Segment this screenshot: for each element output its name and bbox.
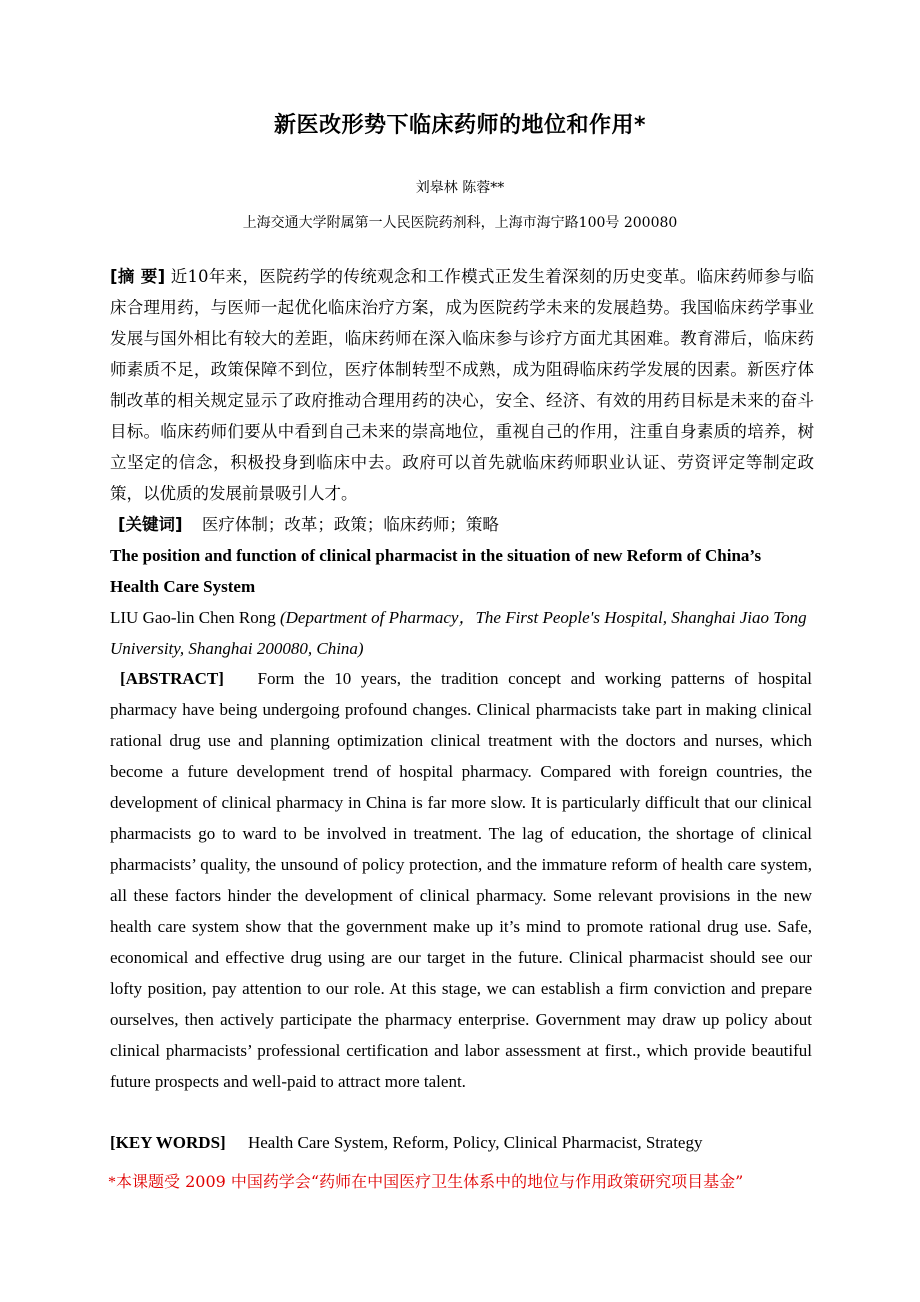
english-keywords-label: [KEY WORDS] [110, 1133, 226, 1152]
english-affiliation: (Department of Pharmacy，The First People's Hospital, Shanghai Jiao Tong University, Shanghai 200080, China) [110, 608, 807, 658]
english-keywords [110, 1127, 812, 1158]
author-line: 刘皋林 陈蓉** [415, 180, 505, 196]
english-abstract-label: [ABSTRACT] [120, 669, 224, 688]
paper-title: 新医改形势下临床药师的地位和作用* [273, 113, 646, 138]
english-title: The position and function of clinical pharmacist in the situation of new Reform of China’s Health Care System [110, 546, 762, 596]
english-author-line [110, 602, 812, 664]
english-author-names: LIU Gao-lin Chen Rong [110, 608, 280, 627]
english-abstract [110, 663, 812, 1097]
footnote-text: 本课题受 2009 中国药学会“药师在中国医疗卫生体系中的地位与作用政策研究项目基金” [116, 1172, 744, 1191]
affiliation-line: 上海交通大学附属第一人民医院药剂科，上海市海宁路100号 200080 [242, 215, 678, 231]
chinese-abstract-text: 近10年来，医院药学的传统观念和工作模式正发生着深刻的历史变革。临床药师参与临床合理用药，与医师一起优化临床治疗方案，成为医院药学未来的发展趋势。我国临床药学事业发展与国外相比有较大的差距，临床药师在深入临床参与诊疗方面尤其困难。教育滞后，临床药师素质不足，政策保障不到位，医疗体制转型不成熟，成为阻碍临床药学发展的因素。新医疗体制改革的相关规定显示了政府推动合理用药的决心，安全、经济、有效的用药目标是未来的奋斗目标。临床药师们要从中看到自己未来的崇高地位，重视自己的作用，注重自身素质的培养，树立坚定的信念，积极投身到临床中去。政府可以首先就临床药师职业认证、劳资评定等制定政策，以优质的发展前景吸引人才。 [110, 267, 815, 503]
chinese-abstract-label: [摘 要] [110, 267, 166, 286]
chinese-keywords [118, 509, 818, 540]
english-abstract-text: Form the 10 years, the tradition concept and working patterns of hospital pharmacy have being undergoing profound changes. Clinical pharmacists take part in making clinical rational drug use and planning optimization clinical treatment with the doctors and nurses, which become a future development trend of hospital pharmacy. Compared with foreign countries, the development of clinical pharmacy in China is far more slow. It is particularly difficult that our clinical pharmacists go to ward to be involved in treatment. The lag of education, the shortage of clinical pharmacists’ quality, the unsound of policy protection, and the immature reform of health care system, all these factors hinder the development of clinical pharmacy. Some relevant provisions in the new health care system show that the government make up it’s mind to promote rational drug use. Safe, economical and effective drug using are our target in the future. Clinical pharmacist should see our lofty position, pay attention to our role. At this stage, we can establish a firm conviction and prepare ourselves, then actively participate the pharmacy enterprise. Government may draw up policy about clinical pharmacists’ professional certification and labor assessment at first., which provide beautiful future prospects and well-paid to attract more talent. [110, 669, 812, 1091]
funding-footnote [108, 1168, 828, 1197]
english-keywords-text: Health Care System, Reform, Policy, Clinical Pharmacist, Strategy [247, 1133, 703, 1152]
chinese-keywords-text: 医疗体制；改革；政策；临床药师；策略 [201, 515, 499, 534]
chinese-abstract [110, 261, 814, 509]
chinese-keywords-label: [关键词] [118, 515, 183, 534]
footnote-marker: * [108, 1174, 116, 1191]
